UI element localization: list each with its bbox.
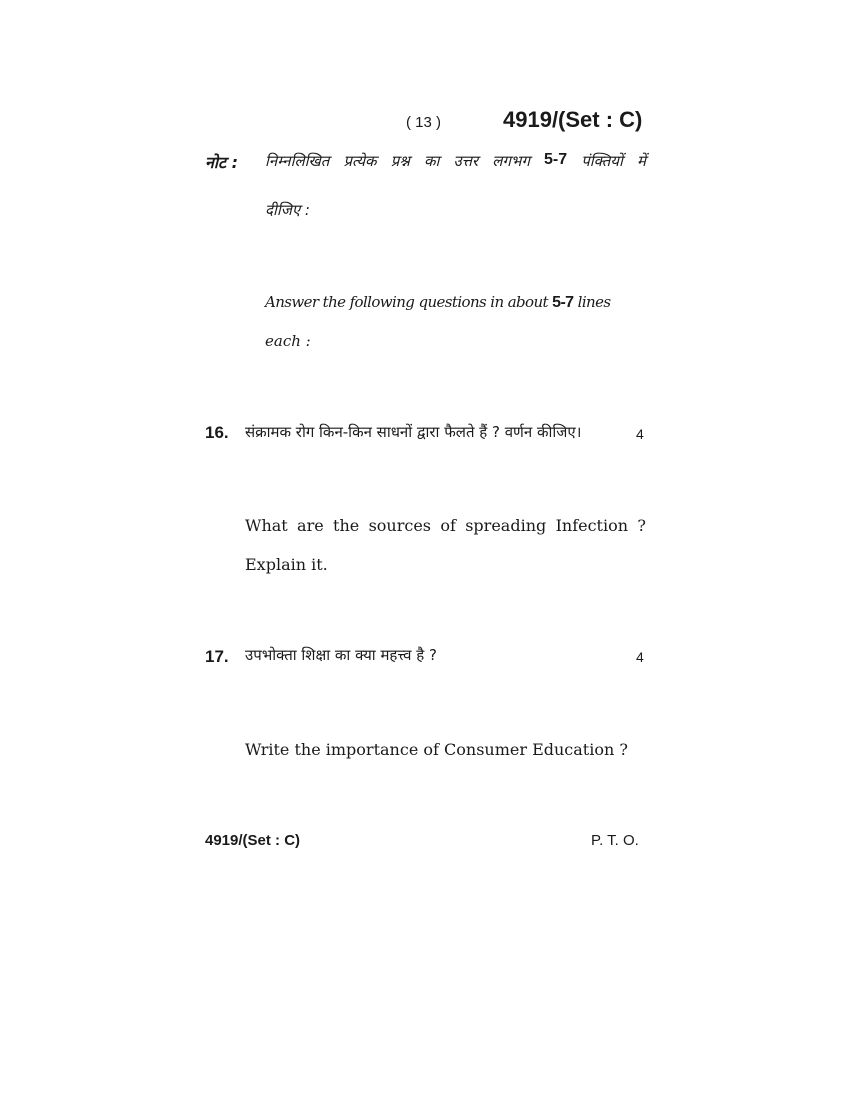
note-line-range: 5-7 (544, 151, 568, 168)
q16-word: sources (368, 516, 431, 535)
note-word: प्रत्येक (343, 152, 377, 170)
question-17-marks: 4 (636, 649, 644, 665)
question-17-number: 17. (205, 647, 229, 666)
set-code-footer: 4919/(Set : C) (205, 832, 301, 849)
question-16-english-line-2: Explain it. (245, 555, 328, 574)
note-word: का (423, 152, 440, 170)
note-hindi-line-1 (265, 151, 646, 171)
q16-word: spreading (465, 516, 547, 535)
note-word: में (636, 152, 646, 170)
note-word: लगभग (492, 152, 530, 170)
q16-word: Infection (555, 516, 629, 535)
question-16-number: 16. (205, 423, 229, 442)
note-english-line-1 (265, 293, 646, 312)
note-english-prefix: Answer the following questions in about (265, 293, 553, 311)
q16-word: are (297, 516, 324, 535)
note-word: प्रश्न (390, 152, 410, 170)
note-word: पंक्तियों (581, 152, 623, 170)
q16-word: of (440, 516, 456, 535)
note-word: उत्तर (453, 152, 479, 170)
note-english-range: 5-7 (552, 294, 574, 311)
note-english-suffix: lines (573, 293, 611, 311)
question-16-marks: 4 (636, 426, 644, 442)
note-label: नोट : (205, 153, 239, 172)
set-code-header: 4919/(Set : C) (503, 107, 643, 132)
note-english-line-2: each : (265, 332, 311, 350)
q16-word: ? (637, 516, 646, 535)
note-hindi-line-2: दीजिए : (265, 201, 310, 219)
question-17-hindi: उपभोक्ता शिक्षा का क्या महत्त्व है ? (245, 646, 437, 664)
q16-word: the (333, 516, 360, 535)
question-16-hindi: संक्रामक रोग किन-किन साधनों द्वारा फैलते हैं ? वर्णन कीजिए। (245, 423, 582, 441)
note-word: निम्नलिखित (265, 152, 330, 170)
pto-label: P. T. O. (591, 832, 639, 849)
question-17-english: Write the importance of Consumer Education ? (245, 740, 628, 759)
q16-word: What (245, 516, 288, 535)
question-16-english-line-1 (245, 516, 646, 535)
page-number: ( 13 ) (406, 114, 442, 131)
